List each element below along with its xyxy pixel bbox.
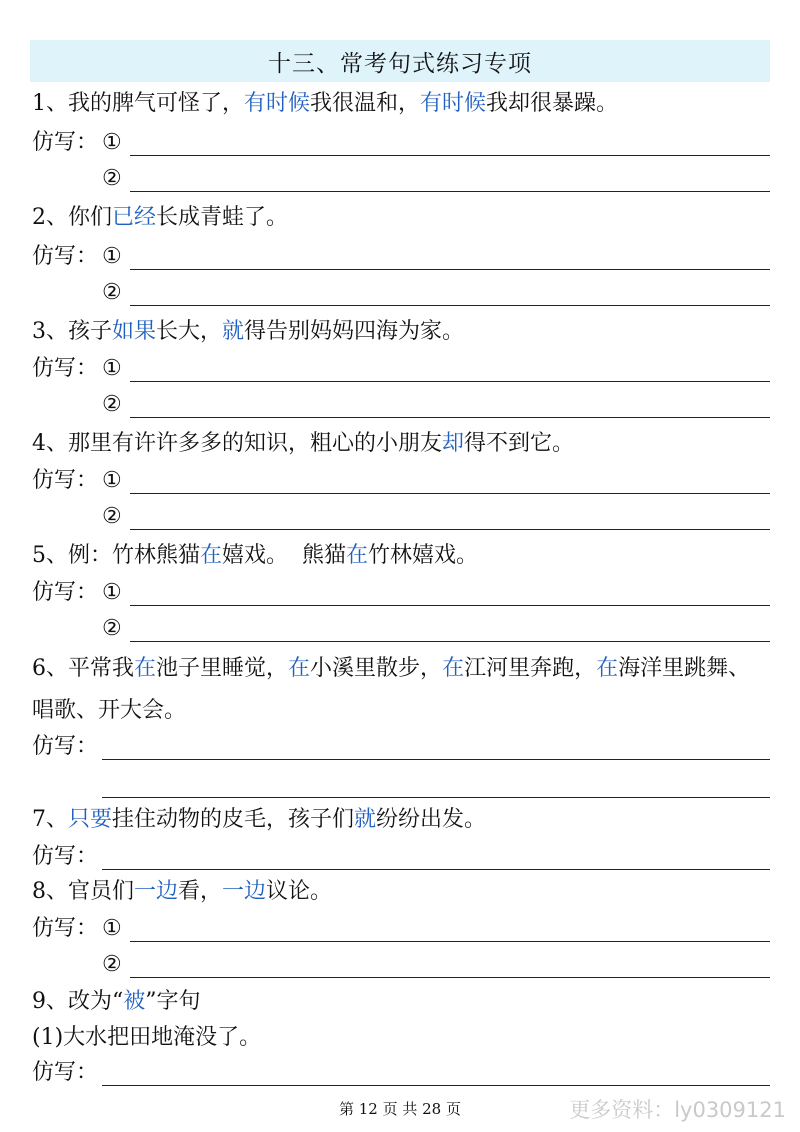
- keyword: 已经: [112, 205, 157, 230]
- page-number: 第 12 页 共 28 页: [338, 1100, 461, 1118]
- question-5: 5、例：竹林熊猫在嬉戏。 熊猫在竹林嬉戏。: [32, 543, 479, 568]
- answer-row: [32, 386, 770, 422]
- keyword: 就: [354, 807, 377, 832]
- answer-row: [32, 350, 770, 386]
- keyword: 在: [346, 543, 369, 568]
- question-9: 9、改为“被”字句: [32, 989, 201, 1014]
- answer-row: [102, 766, 770, 802]
- keyword: 如果: [112, 319, 157, 344]
- answer-line[interactable]: [130, 915, 770, 942]
- fill-label: 仿写：: [32, 1060, 99, 1085]
- keyword: 在: [442, 656, 465, 681]
- fill-label: 仿写：: [32, 844, 99, 869]
- answer-line[interactable]: [130, 615, 770, 642]
- fill-label: 仿写：: [32, 734, 99, 759]
- answer-row: [32, 1054, 770, 1090]
- keyword: 一边: [222, 879, 267, 904]
- question-7: 7、只要挂住动物的皮毛，孩子们就纷纷出发。: [32, 807, 487, 832]
- circled-number: ①: [102, 356, 122, 381]
- question-2: 2、你们已经长成青蛙了。: [32, 205, 289, 230]
- question-4: 4、那里有许许多多的知识，粗心的小朋友却得不到它。: [32, 431, 575, 456]
- keyword: 却: [442, 431, 465, 456]
- section-title-text: 十三、常考句式练习专项: [268, 50, 532, 77]
- answer-line[interactable]: [130, 165, 770, 192]
- answer-line[interactable]: [130, 391, 770, 418]
- fill-label: 仿写：: [32, 916, 99, 941]
- answer-row: [32, 838, 770, 874]
- answer-row: [32, 610, 770, 646]
- answer-row: [32, 462, 770, 498]
- answer-line[interactable]: [130, 467, 770, 494]
- circled-number: ①: [102, 130, 122, 155]
- keyword: 在: [200, 543, 223, 568]
- fill-label: 仿写：: [32, 244, 99, 269]
- keyword: 一边: [134, 879, 179, 904]
- circled-number: ②: [102, 504, 122, 529]
- circled-number: ②: [102, 280, 122, 305]
- keyword: 被: [123, 989, 146, 1014]
- answer-line[interactable]: [130, 951, 770, 978]
- question-6: 6、平常我在池子里睡觉，在小溪里散步，在江河里奔跑，在海洋里跳舞、唱歌、开大会。: [32, 656, 751, 723]
- circled-number: ①: [102, 580, 122, 605]
- answer-line[interactable]: [102, 771, 770, 798]
- circled-number: ②: [102, 166, 122, 191]
- keyword: 有时候: [420, 91, 487, 116]
- answer-row: [32, 728, 770, 764]
- answer-line[interactable]: [130, 355, 770, 382]
- keyword: 在: [134, 656, 157, 681]
- fill-label: 仿写：: [32, 130, 99, 155]
- answer-line[interactable]: [130, 279, 770, 306]
- answer-row: [32, 124, 770, 160]
- answer-row: [32, 274, 770, 310]
- answer-row: [32, 498, 770, 534]
- answer-line[interactable]: [102, 843, 770, 870]
- circled-number: ①: [102, 468, 122, 493]
- circled-number: ①: [102, 916, 122, 941]
- answer-line[interactable]: [102, 733, 770, 760]
- answer-row: [32, 160, 770, 196]
- fill-label: 仿写：: [32, 468, 99, 493]
- question-9-sub: (1)大水把田地淹没了。: [32, 1025, 262, 1050]
- answer-row: [32, 910, 770, 946]
- answer-line[interactable]: [130, 503, 770, 530]
- keyword: 在: [596, 656, 619, 681]
- question-1: 1、我的脾气可怪了，有时候我很温和，有时候我却很暴躁。: [32, 91, 619, 116]
- answer-line[interactable]: [130, 579, 770, 606]
- question-8: 8、官员们一边看，一边议论。: [32, 879, 333, 904]
- answer-row: [32, 238, 770, 274]
- circled-number: ②: [102, 616, 122, 641]
- question-3: 3、孩子如果长大，就得告别妈妈四海为家。: [32, 319, 465, 344]
- circled-number: ②: [102, 952, 122, 977]
- fill-label: 仿写：: [32, 356, 99, 381]
- keyword: 有时候: [244, 91, 311, 116]
- keyword: 在: [288, 656, 311, 681]
- keyword: 就: [222, 319, 245, 344]
- section-title: [30, 40, 770, 82]
- fill-label: 仿写：: [32, 580, 99, 605]
- keyword: 只要: [68, 807, 113, 832]
- answer-row: [32, 574, 770, 610]
- answer-row: [32, 946, 770, 982]
- circled-number: ①: [102, 244, 122, 269]
- answer-line[interactable]: [102, 1059, 770, 1086]
- watermark: 更多资料：ly0309121: [569, 1098, 786, 1122]
- answer-line[interactable]: [130, 129, 770, 156]
- circled-number: ②: [102, 392, 122, 417]
- answer-line[interactable]: [130, 243, 770, 270]
